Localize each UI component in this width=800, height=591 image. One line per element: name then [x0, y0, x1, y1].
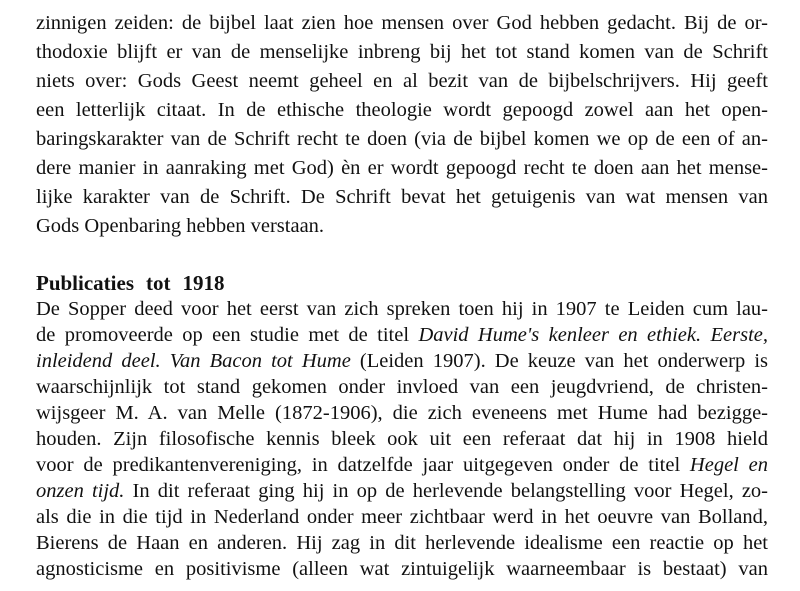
book-title: onzen tijd. — [36, 480, 125, 502]
text-line: waarschijnlijk tot stand gekomen onder invloed van een jeugdvriend, de christen- — [36, 376, 768, 398]
text-line: niets over: Gods Geest neemt geheel en al bezit van de bijbelschrijvers. Hij geeft — [36, 70, 768, 92]
text-line: agnosticisme en positivisme (alleen wat zintuigelijk waarneembaar is bestaat) van — [36, 558, 768, 580]
book-title: David Hume's kenleer en ethiek. Eerste, — [418, 324, 768, 346]
text-run: In dit referaat ging hij in op de herlevende belangstelling voor Hegel, zo- — [124, 480, 768, 502]
text-line: houden. Zijn filosofische kennis bleek ook uit een referaat dat hij in 1908 hield — [36, 428, 768, 450]
text-run: voor de predikantenvereniging, in datzelfde jaar uitgegeven onder de titel — [36, 454, 690, 476]
text-line — [36, 322, 768, 348]
text-line: wijsgeer M. A. van Melle (1872-1906), die zich eveneens met Hume had bezigge- — [36, 402, 768, 424]
heading-word: tot — [146, 271, 171, 295]
section-heading — [36, 270, 237, 296]
text-line — [36, 348, 768, 374]
text-line: dere manier in aanraking met God) èn er wordt gepoogd recht te doen aan het mense- — [36, 157, 768, 179]
text-line: baringskarakter van de Schrift recht te doen (via de bijbel komen we op de een of an- — [36, 128, 768, 150]
text-line: Bierens de Haan en anderen. Hij zag in dit herlevende idealisme een reactie op het — [36, 532, 768, 554]
text-run: (Leiden 1907). De keuze van het onderwerp is — [350, 350, 768, 372]
text-line: Gods Openbaring hebben verstaan. — [36, 215, 325, 237]
heading-word: 1918 — [182, 271, 225, 295]
text-line: lijke karakter van de Schrift. De Schrift bevat het getuigenis van wat mensen van — [36, 186, 768, 208]
text-run: de promoveerde op een studie met de titel — [36, 324, 419, 346]
text-line — [36, 478, 768, 504]
text-line: zinnigen zeiden: de bijbel laat zien hoe mensen over God hebben gedacht. Bij de or- — [36, 12, 768, 34]
text-line: een letterlijk citaat. In de ethische theologie wordt gepoogd zowel aan het open- — [36, 99, 768, 121]
text-line: als die in die tijd in Nederland onder meer zichtbaar werd in het oeuvre van Bolland, — [36, 506, 768, 528]
text-line — [36, 452, 768, 478]
book-title: inleidend deel. Van Bacon tot Hume — [36, 350, 351, 372]
heading-word: Publicaties — [36, 271, 134, 295]
text-line: De Sopper deed voor het eerst van zich spreken toen hij in 1907 te Leiden cum lau- — [36, 298, 768, 320]
book-title: Hegel en — [689, 454, 768, 476]
text-line: thodoxie blijft er van de menselijke inbreng bij het tot stand komen van de Schrift — [36, 41, 768, 63]
